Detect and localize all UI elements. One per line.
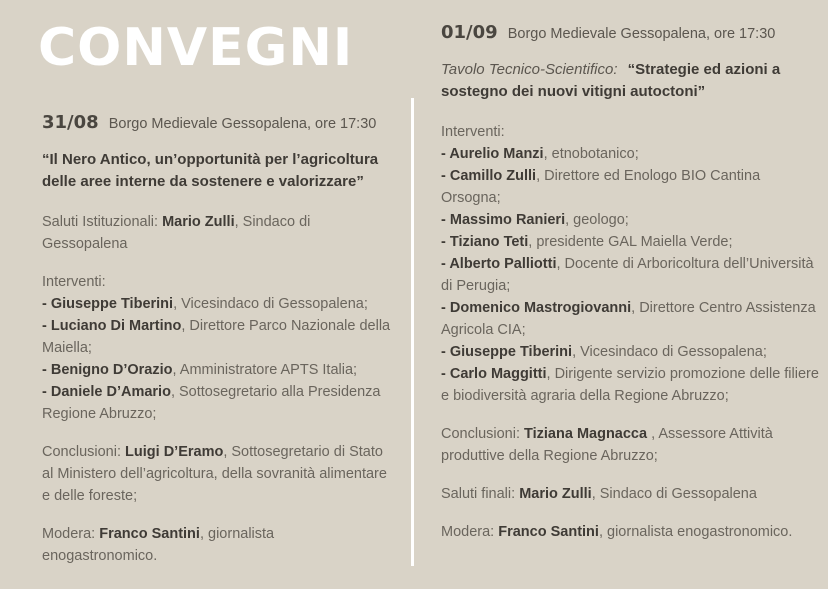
speaker-name: Massimo Ranieri	[449, 212, 566, 228]
event-date: 31/08	[42, 112, 99, 133]
final-greetings-label: Saluti finali:	[441, 486, 516, 502]
event-venue: Borgo Medievale Gessopalena, ore 17:30	[108, 116, 377, 132]
list-item: - Massimo Ranieri, geologo;	[441, 212, 629, 228]
conclusions-role: , Sottosegretario di Stato al Ministero dell’agricoltura, della sovranità alimentare e delle foreste;	[42, 444, 387, 504]
list-item: - Carlo Maggitti, Dirigente servizio promozione delle filiere e biodiversità agraria della Regione Abruzzo;	[441, 366, 819, 404]
speaker-name: Domenico Mastrogiovanni	[449, 300, 632, 316]
list-item: - Benigno D’Orazio, Amministratore APTS Italia;	[42, 362, 358, 378]
speaker-role: , Dirigente servizio promozione delle filiere e biodiversità agraria della Regione Abruzzo;	[441, 366, 819, 404]
event-date: 01/09	[441, 22, 498, 43]
greetings-role: , Sindaco di Gessopalena	[42, 214, 311, 252]
list-item: - Tiziano Teti, presidente GAL Maiella Verde;	[441, 234, 733, 250]
moderator-role: , giornalista enogastronomico.	[42, 526, 275, 564]
list-item: - Daniele D’Amario, Sottosegretario alla Presidenza Regione Abruzzo;	[42, 384, 381, 422]
conclusions-role: , Assessore Attività produttive della Regione Abruzzo;	[441, 426, 773, 464]
list-item: - Aurelio Manzi, etnobotanico;	[441, 146, 639, 162]
moderator	[441, 521, 821, 543]
speaker-role: , etnobotanico;	[543, 146, 639, 162]
moderator-label: Modera:	[441, 524, 495, 540]
list-item: - Camillo Zulli, Direttore ed Enologo BIO Cantina Orsogna;	[441, 168, 761, 206]
event-headline-text: “Strategie ed azioni a sostegno dei nuovi vitigni autoctoni”	[441, 61, 781, 100]
greetings-name: Mario Zulli	[162, 214, 235, 230]
speaker-role: , Direttore Centro Assistenza Agricola CIA;	[441, 300, 816, 338]
speaker-name: Giuseppe Tiberini	[50, 296, 174, 312]
interventions	[42, 271, 392, 425]
event-31-08	[42, 112, 392, 583]
event-venue: Borgo Medievale Gessopalena, ore 17:30	[507, 26, 776, 42]
speaker-name: Tiziano Teti	[449, 234, 529, 250]
greetings	[42, 211, 392, 255]
event-headline: “Il Nero Antico, un’opportunità per l’agricoltura delle aree interne da sostenere e valorizzare”	[42, 151, 379, 190]
speaker-role: , Amministratore APTS Italia;	[172, 362, 358, 378]
moderator	[42, 523, 392, 567]
conclusions-name: Luigi D’Eramo	[125, 444, 224, 460]
interventions	[441, 121, 821, 407]
column-divider	[411, 98, 414, 566]
greetings-label: Saluti Istituzionali:	[42, 214, 159, 230]
list-item: - Domenico Mastrogiovanni, Direttore Centro Assistenza Agricola CIA;	[441, 300, 816, 338]
final-greetings-name: Mario Zulli	[519, 486, 592, 502]
conclusions-label: Conclusioni:	[42, 444, 121, 460]
final-greetings-role: , Sindaco di Gessopalena	[591, 486, 757, 502]
event-date-line	[42, 112, 392, 135]
speaker-name: Carlo Maggitti	[449, 366, 547, 382]
conclusions-name: Tiziana Magnacca	[524, 426, 648, 442]
moderator-role: , giornalista enogastronomico.	[598, 524, 793, 540]
event-subtitle-label: Tavolo Tecnico-Scientifico:	[441, 61, 618, 78]
event-01-09	[441, 22, 821, 559]
speaker-name: Daniele D’Amario	[50, 384, 171, 400]
speaker-name: Luciano Di Martino	[50, 318, 182, 334]
event-date-line	[441, 22, 821, 45]
speaker-role: , Vicesindaco di Gessopalena;	[173, 296, 368, 312]
speaker-role: , presidente GAL Maiella Verde;	[528, 234, 733, 250]
speaker-name: Giuseppe Tiberini	[449, 344, 573, 360]
event-headline	[441, 59, 821, 103]
speaker-name: Aurelio Manzi	[449, 146, 544, 162]
speaker-role: , Direttore Parco Nazionale della Maiella;	[42, 318, 391, 356]
list-item: - Alberto Palliotti, Docente di Arboricoltura dell’Università di Perugia;	[441, 256, 814, 294]
speaker-role: , geologo;	[565, 212, 629, 228]
list-item: - Luciano Di Martino, Direttore Parco Nazionale della Maiella;	[42, 318, 391, 356]
conclusions	[441, 423, 821, 467]
moderator-label: Modera:	[42, 526, 96, 542]
speaker-name: Camillo Zulli	[449, 168, 537, 184]
interventions-label: Interventi:	[441, 124, 505, 140]
speaker-role: , Sottosegretario alla Presidenza Regione Abruzzo;	[42, 384, 381, 422]
moderator-name: Franco Santini	[498, 524, 599, 540]
list-item: - Giuseppe Tiberini, Vicesindaco di Gessopalena;	[42, 296, 368, 312]
final-greetings	[441, 483, 821, 505]
page-title: CONVEGNI	[38, 18, 354, 78]
speaker-name: Alberto Palliotti	[449, 256, 557, 272]
conclusions-label: Conclusioni:	[441, 426, 520, 442]
interventions-label: Interventi:	[42, 274, 106, 290]
moderator-name: Franco Santini	[99, 526, 200, 542]
list-item: - Giuseppe Tiberini, Vicesindaco di Gessopalena;	[441, 344, 767, 360]
speaker-role: , Docente di Arboricoltura dell’Università di Perugia;	[441, 256, 814, 294]
speaker-role: , Direttore ed Enologo BIO Cantina Orsogna;	[441, 168, 761, 206]
speaker-role: , Vicesindaco di Gessopalena;	[572, 344, 767, 360]
speaker-name: Benigno D’Orazio	[50, 362, 173, 378]
conclusions	[42, 441, 392, 507]
